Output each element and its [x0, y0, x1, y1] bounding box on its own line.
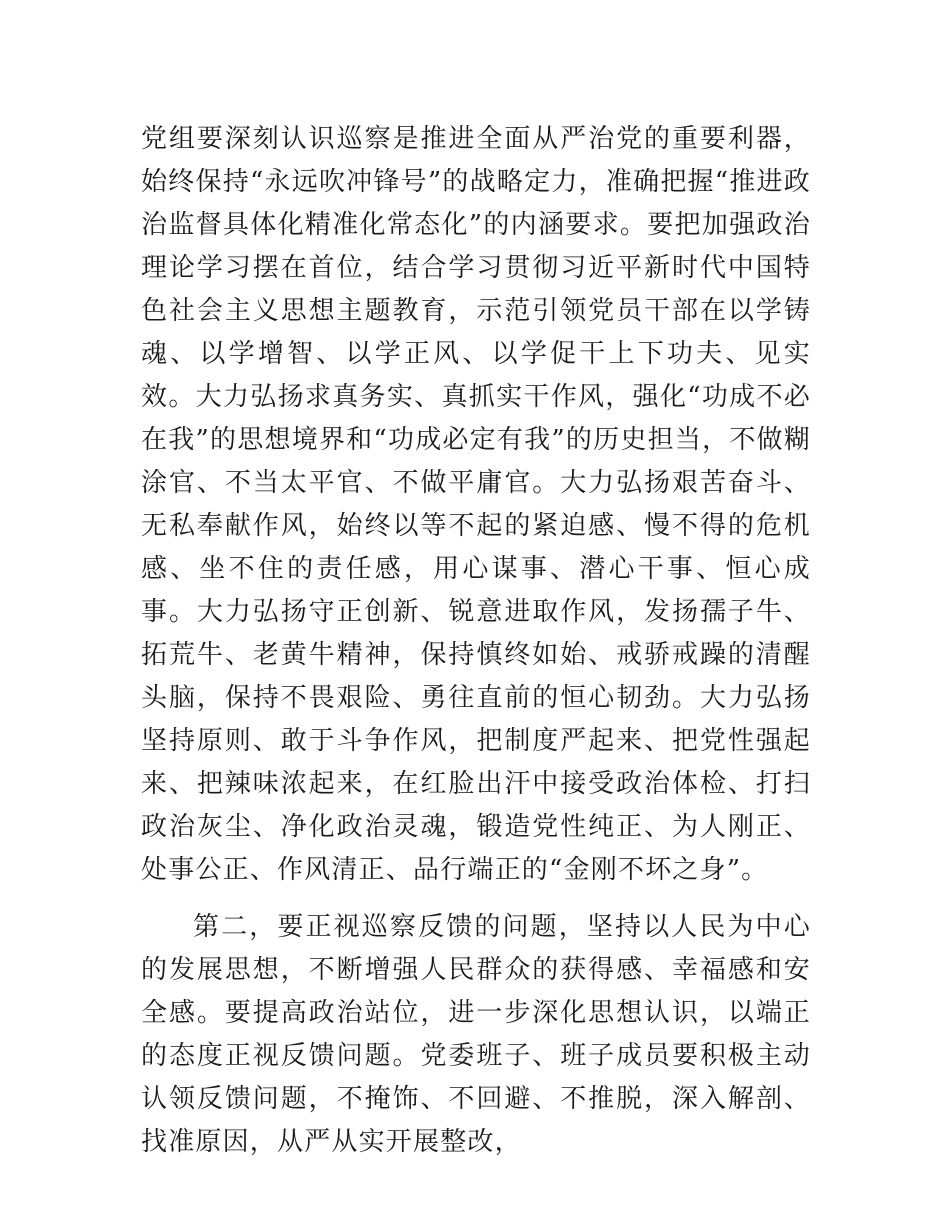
document-body	[141, 118, 811, 1164]
paragraph-continued: 党组要深刻认识巡察是推进全面从严治党的重要利器，始终保持“永远吹冲锋号”的战略定力，准确把握“推进政治监督具体化精准化常态化”的内涵要求。要把加强政治理论学习摆在首位，结合学习贯彻习近平新时代中国特色社会主义思想主题教育，示范引领党员干部在以学铸魂、以学增智、以学正风、以学促干上下功夫、见实效。大力弘扬求真务实、真抓实干作风，强化“功成不必在我”的思想境界和“功成必定有我”的历史担当，不做糊涂官、不当太平官、不做平庸官。大力弘扬艰苦奋斗、无私奉献作风，始终以等不起的紧迫感、慢不得的危机感、坐不住的责任感，用心谋事、潜心干事、恒心成事。大力弘扬守正创新、锐意进取作风，发扬孺子牛、拓荒牛、老黄牛精神，保持慎终如始、戒骄戒躁的清醒头脑，保持不畏艰险、勇往直前的恒心韧劲。大力弘扬坚持原则、敢于斗争作风，把制度严起来、把党性强起来、把辣味浓起来，在红脸出汗中接受政治体检、打扫政治灰尘、净化政治灵魂，锻造党性纯正、为人刚正、处事公正、作风清正、品行端正的“金刚不坏之身”。	[141, 124, 811, 885]
paragraph-second-point: 第二，要正视巡察反馈的问题，坚持以人民为中心的发展思想，不断增强人民群众的获得感、幸福感和安全感。要提高政治站位，进一步深化思想认识，以端正的态度正视反馈问题。党委班子、班子成员要积极主动认领反馈问题，不掩饰、不回避、不推脱，深入解剖、找准原因，从严从实开展整改，	[141, 912, 811, 1157]
